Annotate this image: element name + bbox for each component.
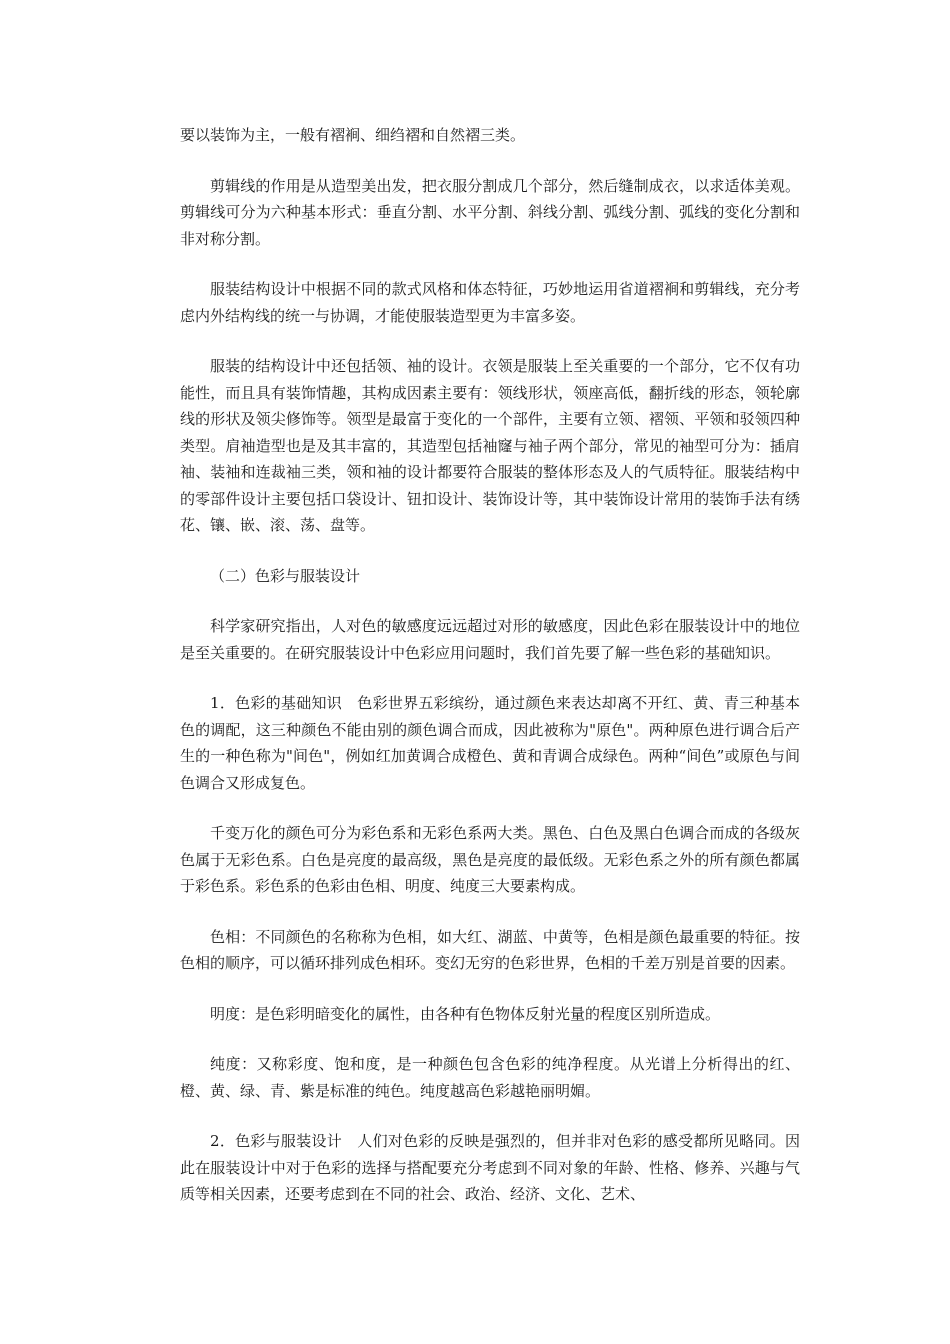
paragraph-color-basics: 1．色彩的基础知识 色彩世界五彩缤纷，通过颜色来表达却离不开红、黄、青三种基本色的调配，这三种颜色不能由别的颜色调合而成，因此被称为"原色"。两种原色进行调合后产生的一种色称为"间色"，例如红加黄调合成橙色、黄和青调合成绿色。两种“间色”或原色与间色调合又形成复色。 <box>180 694 800 792</box>
paragraph-color-and-fashion: 2．色彩与服装设计 人们对色彩的反映是强烈的，但并非对色彩的感受都所见略同。因此在服装设计中对于色彩的选择与搭配要充分考虑到不同对象的年龄、性格、修养、兴趣与气质等相关因素，还要考虑到在不同的社会、政治、经济、文化、艺术、 <box>180 1132 800 1203</box>
paragraph-saturation: 纯度：又称彩度、饱和度，是一种颜色包含色彩的纯净程度。从光谱上分析得出的红、橙、黄、绿、青、紫是标准的纯色。纯度越高色彩越艳丽明媚。 <box>180 1055 800 1100</box>
paragraph-structure-design: 服装结构设计中根据不同的款式风格和体态特征，巧妙地运用省道褶裥和剪辑线，充分考虑内外结构线的统一与协调，才能使服装造型更为丰富多姿。 <box>180 280 800 325</box>
paragraph-seam-lines: 剪辑线的作用是从造型美出发，把衣服分割成几个部分，然后缝制成衣，以求适体美观。剪辑线可分为六种基本形式：垂直分割、水平分割、斜线分割、弧线分割、弧线的变化分割和非对称分割。 <box>180 176 800 248</box>
paragraph-pleat-types: 要以装饰为主，一般有褶裥、细绉褶和自然褶三类。 <box>180 126 526 144</box>
paragraph-value: 明度：是色彩明暗变化的属性，由各种有色物体反射光量的程度区别所造成。 <box>210 1004 721 1023</box>
paragraph-hue: 色相：不同颜色的名称称为色相，如大红、湖蓝、中黄等，色相是颜色最重要的特征。按色相的顺序，可以循环排列成色相环。变幻无穷的色彩世界，色相的千差万别是首要的因素。 <box>180 927 800 972</box>
paragraph-color-importance: 科学家研究指出，人对色的敏感度远远超过对形的敏感度，因此色彩在服装设计中的地位是至关重要的。在研究服装设计中色彩应用问题时，我们首先要了解一些色彩的基础知识。 <box>180 617 800 662</box>
section-heading-color: （二）色彩与服装设计 <box>210 566 361 585</box>
paragraph-collar-sleeve: 服装的结构设计中还包括领、袖的设计。衣领是服装上至关重要的一个部分，它不仅有功能性，而且具有装饰情趣，其构成因素主要有：领线形状，领座高低，翻折线的形态，领轮廓线的形状及领尖修饰等。领型是最富于变化的一个部件，主要有立领、褶领、平领和驳领四种类型。肩袖造型也是及其丰富的，其造型包括袖窿与袖子两个部分，常见的袖型可分为：插肩袖、装袖和连裁袖三类，领和袖的设计都要符合服装的整体形态及人的气质特征。服装结构中的零部件设计主要包括口袋设计、钮扣设计、装饰设计等，其中装饰设计常用的装饰手法有绣花、镶、嵌、滚、荡、盘等。 <box>180 357 800 534</box>
document-page <box>180 122 800 1232</box>
paragraph-color-systems: 千变万化的颜色可分为彩色系和无彩色系两大类。黑色、白色及黑白色调合而成的各级灰色属于无彩色系。白色是亮度的最高级，黑色是亮度的最低级。无彩色系之外的所有颜色都属于彩色系。彩色系的色彩由色相、明度、纯度三大要素构成。 <box>180 824 800 895</box>
